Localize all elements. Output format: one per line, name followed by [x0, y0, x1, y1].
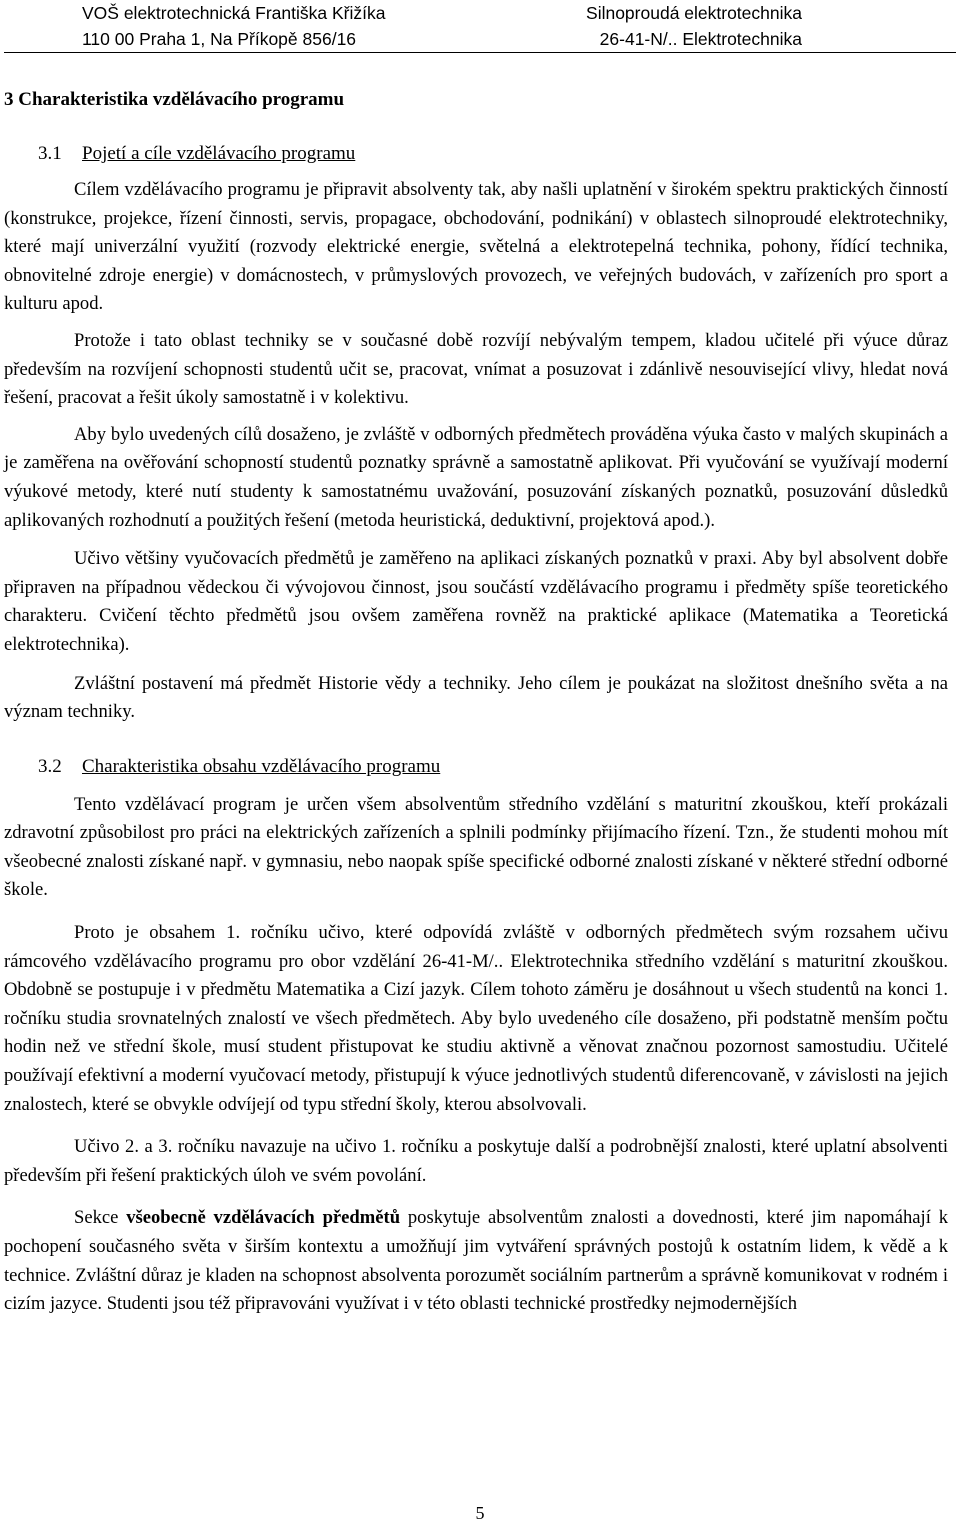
section-3-1-paragraph: Učivo většiny vyučovacích předmětů je zaměřeno na aplikaci získaných poznatků v praxi. Aby byl absolvent dobře připraven na případnou vědeckou či vývojovou činnost, jsou součástí vzdělávacího programu i předměty spíše teoretického charakteru. Cvičení těchto předmětů jsou ovšem zaměřena rovněž na praktické aplikace (Matematika a Teoretická elektrotechnika).: [4, 548, 948, 655]
section-3-1-paragraph: Zvláštní postavení má předmět Historie vědy a techniky. Jeho cílem je poukázat na složitost dnešního světa a na význam techniky.: [4, 672, 948, 723]
section-3-1-title: Pojetí a cíle vzdělávacího programu: [82, 143, 356, 164]
section-3-2-paragraph: Učivo 2. a 3. ročníku navazuje na učivo 1. ročníku a poskytuje další a podrobnější znalosti, které uplatní absolventi především při řešení praktických úloh ve svém povolání.: [4, 1136, 948, 1186]
section-3-2-number: 3.2: [38, 755, 62, 777]
header-school-address: 110 00 Praha 1, Na Příkopě 856/16: [82, 28, 357, 49]
section-3-1-heading: [4, 140, 948, 168]
paragraph-bold-term: všeobecně vzdělávacích předmětů: [126, 1207, 401, 1229]
document-body: [4, 86, 948, 1319]
header-program-code: 26-41-N/.. Elektrotechnika: [599, 28, 802, 49]
section-3-1-number: 3.1: [38, 143, 62, 164]
section-3-heading: 3 Charakteristika vzdělávacího programu: [4, 89, 345, 110]
header-divider: [4, 52, 956, 53]
section-3-2-title: Charakteristika obsahu vzdělávacího programu: [82, 755, 441, 777]
page-number: 5: [475, 1503, 485, 1523]
header-school-name: VOŠ elektrotechnická Františka Křižíka: [82, 2, 386, 23]
section-3-2-heading: [4, 753, 948, 781]
section-3-1-paragraph: Protože i tato oblast techniky se v současné době rozvíjí nebývalým tempem, kladou učitelé při výuce důraz především na rozvíjení schopnosti studentů učit se, pracovat, vnímat a posuzovat i zdánlivě nesouvisející vlivy, hledat nová řešení, pracovat a řešit úkoly samostatně i v kolektivu.: [4, 329, 948, 409]
section-3-2-paragraph-general-subjects: [4, 1204, 948, 1318]
section-3-2-paragraph: Tento vzdělávací program je určen všem absolventům středního vzdělání s maturitní zkouškou, kteří prokázali zdravotní způsobilost pro práci na elektrických zařízeních a splnili podmínky přijímacího řízení. Tzn., že studenti mohou mít všeobecné znalosti získané např. v gymnasiu, nebo naopak spíše specifické odborné znalosti získané v některé střední odborné škole.: [4, 793, 948, 901]
header-program-name: Silnoproudá elektrotechnika: [586, 2, 802, 23]
section-3-1-paragraph: Cílem vzdělávacího programu je připravit absolventy tak, aby našli uplatnění v širokém spektru praktických činností (konstrukce, projekce, řízení činnosti, servis, propagace, obchodování, podnikání) v oblastech silnoproudé elektrotechniky, které mají univerzální využití (rozvody elektrické energie, světelná a elektrotepelná technika, pohony, řídící technika, obnovitelné zdroje energie) v domácnostech, v průmyslových provozech, ve veřejných budovách, v zařízeních pro sport a kulturu apod.: [4, 179, 948, 315]
header-table: [0, 0, 952, 52]
section-3-1-paragraph: Aby bylo uvedených cílů dosaženo, je zvláště v odborných předmětech prováděna výuka často v malých skupinách a je zaměřena na ověřování schopností studentů poznatky správně a samostatně aplikovat. Při vyučování se využívají moderní výukové metody, které nutí studenty k samostatnému uvažování, posuzování získaných poznatků, posuzování důsledků aplikovaných rozhodnutí a použitých řešení (metoda heuristická, deduktivní, projektová apod.).: [4, 423, 948, 531]
paragraph-text-start: Sekce: [74, 1207, 127, 1229]
section-3-2-paragraph: Proto je obsahem 1. ročníku učivo, které odpovídá zvláště v odborných předmětech svým rozsahem učivu rámcového vzdělávacího programu pro obor vzdělání 26-41-M/.. Elektrotechnika středního vzdělání s maturitní zkouškou. Obdobně se postupuje i v předmětu Matematika a Cizí jazyk. Cílem tohoto záměru je dosáhnout u všech studentů na konci 1. ročníku studia srovnatelných znalostí ve všech předmětech. Aby bylo uvedeného cíle dosaženo, při podstatně menším počtu hodin než ve střední škole, musí student přistupovat ke studiu aktivně a věnovat značnou pozornost samostudiu. Učitelé používají efektivní a moderní vyučovací metody, přistupují k výuce jednotlivých studentů diferencovaně, v závislosti na jejich znalostech, které se obvykle odvíjejí od typu střední školy, kterou absolvovali.: [4, 922, 948, 1115]
page-header: [0, 0, 960, 52]
paragraph-text-rest: poskytuje absolventům znalosti a dovednosti, které jim napomáhají k pochopení současného světa v širším kontextu a umožňují jim vytváření správných postojů k ostatním lidem, k vědě a k technice. Zvláštní důraz je kladen na schopnost absolventa porozumět sociálním partnerům a správně komunikovat v rodném i cizím jazyce. Studenti jsou též připravováni využívat i v této oblasti technické prostředky nejmodernějších: [4, 1207, 949, 1315]
